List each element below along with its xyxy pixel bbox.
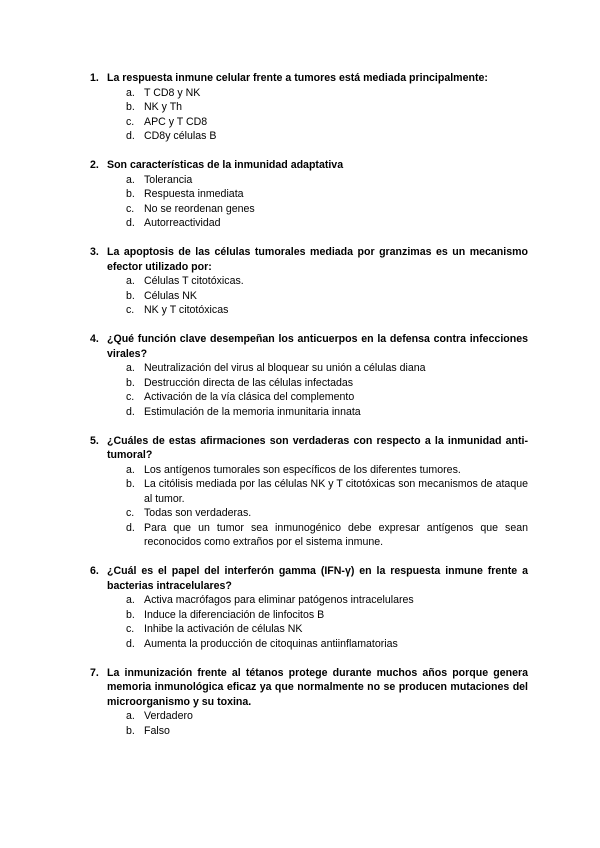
option-letter: a. — [126, 463, 135, 476]
question-5 — [90, 434, 528, 550]
option-c — [126, 303, 528, 318]
question-text: La inmunización frente al tétanos protege durante muchos años porque genera memoria inmunológica eficaz ya que normalmente no se producen mutaciones del microorganismo y su toxina. — [107, 666, 528, 708]
option-b — [126, 608, 528, 623]
option-b — [126, 100, 528, 115]
option-d — [126, 129, 528, 144]
option-text: Activación de la vía clásica del complemento — [144, 391, 355, 403]
question-number: 6. — [90, 565, 99, 577]
question-number: 7. — [90, 666, 99, 679]
option-letter: a. — [126, 173, 135, 186]
question-3 — [90, 245, 528, 318]
option-text: Todas son verdaderas. — [144, 507, 252, 519]
option-letter: b. — [126, 289, 135, 302]
option-c — [126, 390, 528, 405]
question-7 — [90, 666, 528, 739]
option-a — [126, 463, 528, 478]
question-4 — [90, 332, 528, 419]
option-text: Destrucción directa de las células infectadas — [144, 376, 354, 389]
option-list — [90, 86, 528, 144]
option-letter: d. — [126, 405, 135, 418]
option-text: APC y T CD8 — [144, 115, 208, 128]
question-text: La apoptosis de las células tumorales mediada por granzimas es un mecanismo efector utilizado por: — [107, 246, 528, 273]
question-text: La respuesta inmune celular frente a tumores está mediada principalmente: — [107, 72, 488, 84]
question-text: Son características de la inmunidad adaptativa — [107, 159, 344, 171]
option-text: La citólisis mediada por las células NK y T citotóxicas son mecanismos de ataque al tumor. — [144, 478, 528, 505]
option-letter: a. — [126, 710, 135, 722]
option-letter: c. — [126, 115, 135, 128]
option-b — [126, 477, 528, 506]
option-letter: d. — [126, 637, 135, 650]
option-text: Autorreactividad — [144, 217, 221, 229]
option-text: No se reordenan genes — [144, 202, 255, 215]
option-c — [126, 115, 528, 130]
option-b — [126, 289, 528, 304]
option-letter: c. — [126, 391, 135, 403]
option-letter: c. — [126, 202, 135, 215]
option-text: Falso — [144, 724, 170, 737]
option-text: NK y T citotóxicas — [144, 304, 229, 316]
option-b — [126, 187, 528, 202]
option-c — [126, 506, 528, 521]
question-text: ¿Cuáles de estas afirmaciones son verdaderas con respecto a la inmunidad anti-tumoral? — [107, 434, 528, 461]
option-letter: b. — [126, 608, 135, 621]
option-letter: a. — [126, 275, 135, 287]
option-letter: b. — [126, 376, 135, 389]
option-letter: d. — [126, 521, 135, 534]
option-letter: b. — [126, 724, 135, 737]
option-text: Aumenta la producción de citoquinas antiinflamatorias — [144, 637, 398, 650]
option-text: CD8y células B — [144, 130, 217, 142]
question-2 — [90, 158, 528, 231]
option-a — [126, 274, 528, 289]
option-text: Tolerancia — [144, 173, 193, 186]
option-a — [126, 709, 528, 724]
option-letter: a. — [126, 362, 135, 374]
option-text: Estimulación de la memoria inmunitaria innata — [144, 405, 361, 418]
option-letter: a. — [126, 86, 135, 99]
option-letter: c. — [126, 507, 135, 519]
question-number: 4. — [90, 333, 99, 345]
question-text: ¿Cuál es el papel del interferón gamma (IFN-γ) en la respuesta inmune frente a bacterias intracelulares? — [107, 565, 528, 592]
option-text: Para que un tumor sea inmunogénico debe expresar antígenos que sean reconocidos como extraños por el sistema inmune. — [144, 521, 528, 548]
option-a — [126, 593, 528, 608]
option-c — [126, 622, 528, 637]
option-letter: a. — [126, 594, 135, 606]
option-text: Células NK — [144, 289, 197, 302]
question-number: 3. — [90, 246, 99, 258]
option-a — [126, 86, 528, 101]
question-1 — [90, 71, 528, 144]
option-letter: d. — [126, 217, 135, 229]
option-text: Inhibe la activación de células NK — [144, 623, 303, 635]
option-letter: c. — [126, 304, 135, 316]
option-letter: b. — [126, 478, 135, 490]
option-d — [126, 405, 528, 420]
option-text: Los antígenos tumorales son específicos de los diferentes tumores. — [144, 463, 461, 476]
option-list — [90, 593, 528, 651]
question-6 — [90, 564, 528, 651]
question-text: ¿Qué función clave desempeñan los anticuerpos en la defensa contra infecciones virales? — [107, 333, 528, 360]
option-d — [126, 637, 528, 652]
option-a — [126, 361, 528, 376]
option-letter: c. — [126, 623, 135, 635]
question-list — [90, 71, 528, 753]
question-number: 5. — [90, 434, 99, 447]
question-number: 2. — [90, 159, 99, 171]
option-letter: d. — [126, 130, 135, 142]
option-b — [126, 376, 528, 391]
option-c — [126, 202, 528, 217]
option-list — [90, 173, 528, 231]
option-text: NK y Th — [144, 101, 183, 113]
option-d — [126, 521, 528, 550]
option-a — [126, 173, 528, 188]
option-list — [90, 709, 528, 738]
option-text: Verdadero — [144, 710, 193, 722]
option-text: Activa macrófagos para eliminar patógenos intracelulares — [144, 594, 414, 606]
option-text: T CD8 y NK — [144, 86, 201, 99]
option-list — [90, 463, 528, 550]
option-d — [126, 216, 528, 231]
option-text: Respuesta inmediata — [144, 188, 244, 200]
option-list — [90, 274, 528, 318]
option-b — [126, 724, 528, 739]
option-list — [90, 361, 528, 419]
option-letter: b. — [126, 101, 135, 113]
question-number: 1. — [90, 72, 99, 84]
option-text: Neutralización del virus al bloquear su unión a células diana — [144, 362, 426, 374]
option-text: Induce la diferenciación de linfocitos B — [144, 608, 325, 621]
option-letter: b. — [126, 188, 135, 200]
option-text: Células T citotóxicas. — [144, 275, 244, 287]
